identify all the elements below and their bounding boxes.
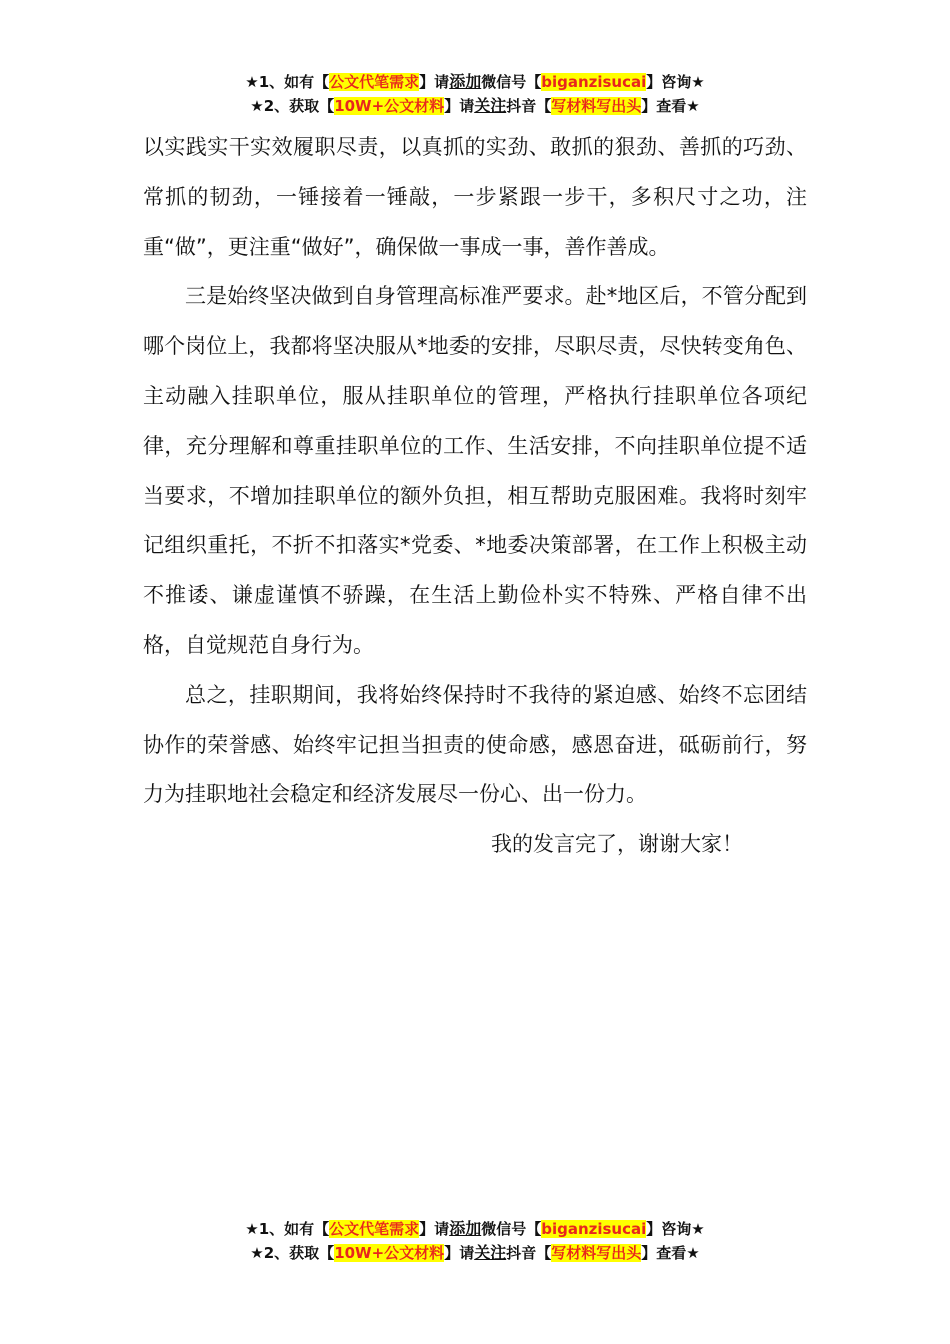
douyin-highlight: 写材料写出头 — [551, 97, 642, 115]
banner-suffix: 】咨询★ — [646, 73, 705, 91]
header-banner — [0, 70, 950, 118]
footer-banner — [0, 1217, 950, 1265]
add-text: 添加 — [449, 1219, 482, 1238]
banner-text: 】请 — [444, 1244, 475, 1262]
banner-prefix: ★2、获取【 — [250, 1244, 335, 1262]
follow-text: 关注 — [474, 96, 507, 115]
banner-text: 微信号【 — [481, 73, 542, 91]
add-text: 添加 — [449, 72, 482, 91]
banner-line-1 — [0, 70, 950, 94]
banner-text: 】请 — [419, 73, 450, 91]
closing-remark: 我的发言完了，谢谢大家！ — [491, 832, 743, 857]
banner-prefix: ★1、如有【 — [245, 1220, 330, 1238]
banner-prefix: ★2、获取【 — [250, 97, 335, 115]
material-highlight: 10W+公文材料 — [334, 97, 445, 115]
banner-suffix: 】查看★ — [641, 97, 700, 115]
banner-suffix: 】咨询★ — [646, 1220, 705, 1238]
banner-prefix: ★1、如有【 — [245, 73, 330, 91]
banner-line-1 — [0, 1217, 950, 1241]
wechat-id-highlight: biganzisucai — [541, 73, 647, 91]
paragraph-2: 三是始终坚决做到自身管理高标准严要求。赴*地区后，不管分配到哪个岗位上，我都将坚决服从*地委的安排，尽职尽责，尽快转变角色、主动融入挂职单位，服从挂职单位的管理，严格执行挂职单位各项纪律，充分理解和尊重挂职单位的工作、生活安排，不向挂职单位提不适当要求，不增加挂职单位的额外负担，相互帮助克服困难。我将时刻牢记组织重托，不折不扣落实*党委、*地委决策部署，在工作上积极主动不推诿、谦虚谨慎不骄躁，在生活上勤俭朴实不特殊、严格自律不出格，自觉规范自身行为。 — [143, 284, 807, 657]
material-highlight: 10W+公文材料 — [334, 1244, 445, 1262]
service-highlight: 公文代笔需求 — [329, 73, 420, 91]
banner-suffix: 】查看★ — [641, 1244, 700, 1262]
paragraph-3: 总之，挂职期间，我将始终保持时不我待的紧迫感、始终不忘团结协作的荣誉感、始终牢记担当担责的使命感，感恩奋进，砥砺前行，努力为挂职地社会稳定和经济发展尽一份心、出一份力。 — [143, 682, 807, 807]
service-highlight: 公文代笔需求 — [329, 1220, 420, 1238]
douyin-highlight: 写材料写出头 — [551, 1244, 642, 1262]
banner-text: 】请 — [419, 1220, 450, 1238]
follow-text: 关注 — [474, 1243, 507, 1262]
banner-text: 抖音【 — [506, 1244, 552, 1262]
document-body — [143, 123, 807, 870]
wechat-id-highlight: biganzisucai — [541, 1220, 647, 1238]
banner-line-2 — [0, 94, 950, 118]
paragraph-1: 以实践实干实效履职尽责，以真抓的实劲、敢抓的狠劲、善抓的巧劲、常抓的韧劲，一锤接着一锤敲，一步紧跟一步干，多积尺寸之功，注重“做”，更注重“做好”，确保做一事成一事，善作善成。 — [143, 135, 807, 259]
banner-line-2 — [0, 1241, 950, 1265]
banner-text: 】请 — [444, 97, 475, 115]
banner-text: 抖音【 — [506, 97, 552, 115]
banner-text: 微信号【 — [481, 1220, 542, 1238]
